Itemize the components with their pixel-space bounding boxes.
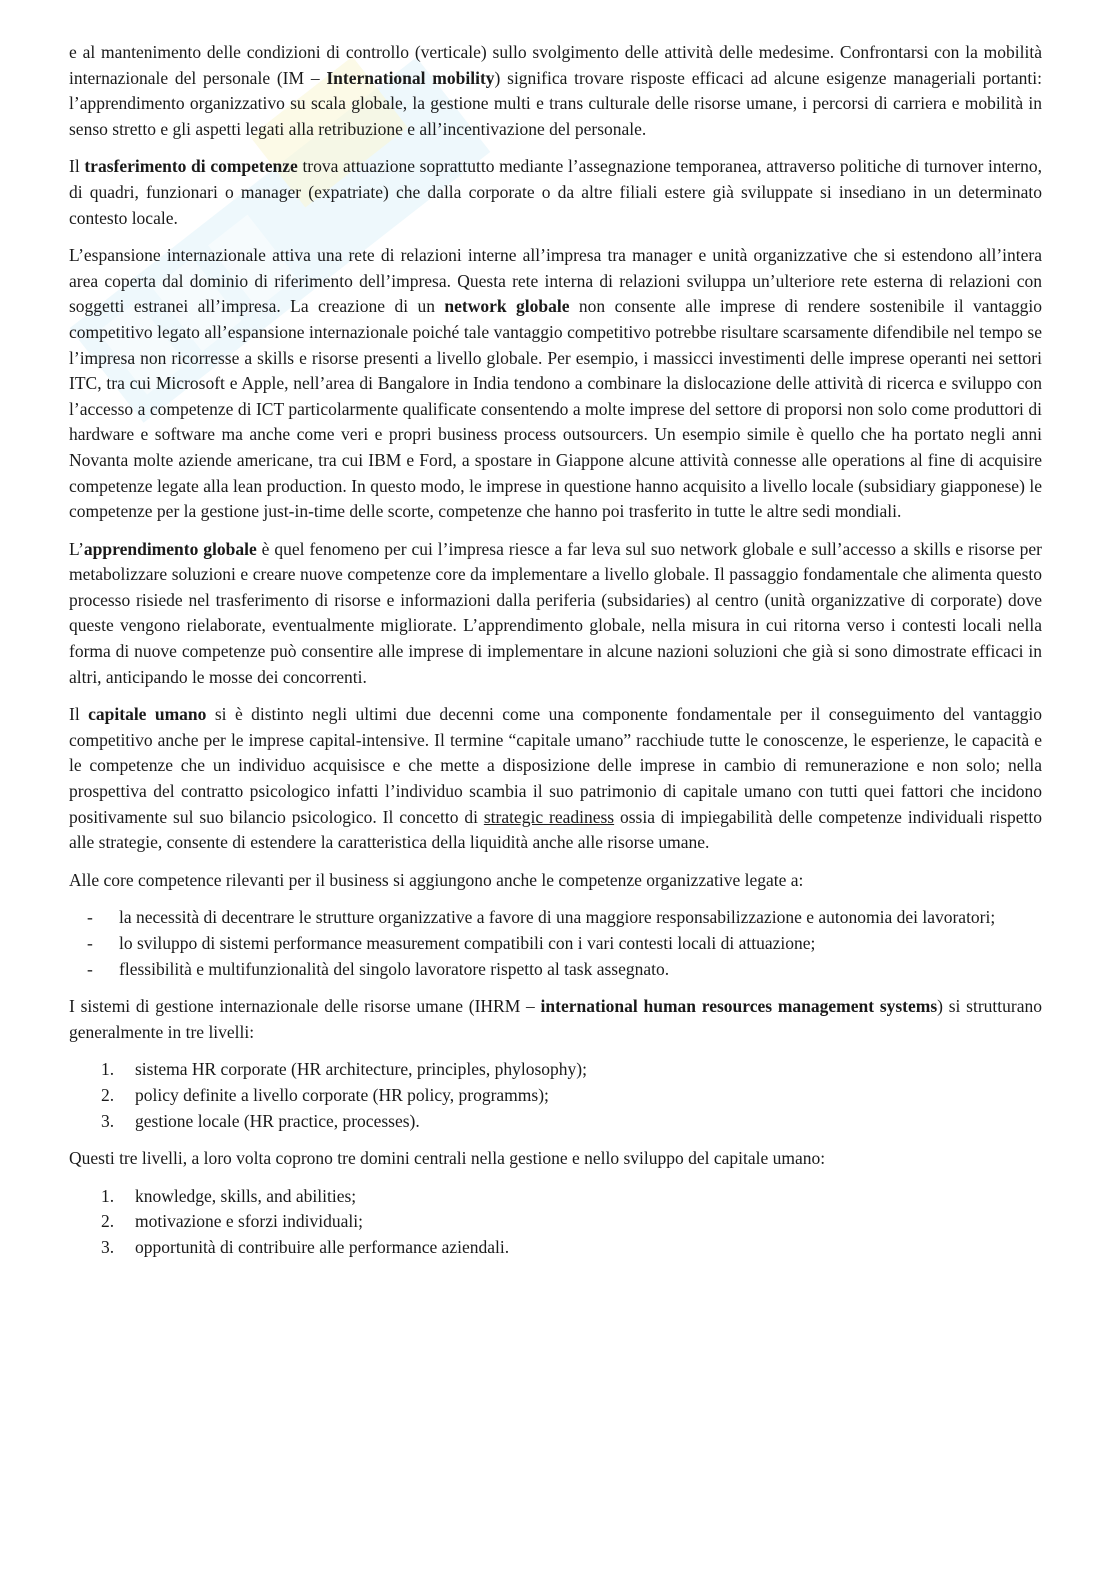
list-item (69, 1109, 1042, 1135)
list-number: 3. (101, 1110, 115, 1131)
document-page (69, 40, 1042, 1273)
text-run: I sistemi di gestione internazionale delle risorse umane (IHRM – (69, 996, 541, 1017)
list-text: policy definite a livello corporate (HR policy, programms); (135, 1084, 549, 1105)
paragraph-2 (69, 154, 1042, 231)
list-text: opportunità di contribuire alle performance aziendali. (135, 1236, 510, 1257)
text-run: ) significa trovare risposte efficaci ad alcune esigenze manageriali portanti: l’apprendimento organizzativo su scala globale, la gestione multi e trans culturale delle risorse umane, i percorsi di carriera e mobilità in senso stretto e gli aspetti legati alla retribuzione e all’incentivazione del personale. (69, 67, 1042, 139)
list-number: 2. (101, 1211, 115, 1232)
underlined-term: strategic readiness (483, 806, 615, 827)
list-text: sistema HR corporate (HR architecture, principles, phylosophy); (135, 1059, 587, 1080)
list-item (69, 1057, 1042, 1083)
list-item (69, 1235, 1042, 1261)
bold-term: network globale (444, 296, 570, 317)
text-run: si è distinto negli ultimi due decenni come una componente fondamentale per il conseguimento del vantaggio competitivo anche per le imprese capital-intensive. Il termine “capitale umano” racchiude tutte le conoscenze, le esperienze, le capacità e le competenze che un individuo acquisisce e che mette a disposizione delle imprese in cambio di remunerazione e non solo; nella prospettiva del contratto psicologico infatti l’individuo scambia il suo patrimonio di capitale umano con tutti quei fattori che incidono positivamente sul suo bilancio psicologico. Il concetto di (69, 704, 1042, 827)
list-item (69, 1209, 1042, 1235)
text-run: L’espansione internazionale attiva una rete di relazioni interne all’impresa tra manager e unità organizzative che si estendono all’intera area coperta dal dominio di riferimento dell’impresa. Questa rete interna di relazioni sviluppa un’ulteriore rete esterna di relazioni con soggetti estranei all’impresa. La creazione di un (69, 245, 1042, 317)
bold-term: capitale umano (88, 704, 207, 725)
list-text: knowledge, skills, and abilities; (135, 1185, 357, 1206)
text-run: ossia di impiegabilità delle competenze individuali rispetto alle strategie, consente di estendere la caratteristica della liquidità anche alle risorse umane. (69, 806, 1043, 853)
list-item: - lo sviluppo di sistemi performance measurement compatibili con i vari contesti locali di attuazione; (69, 931, 1042, 957)
text-run: non consente alle imprese di rendere sostenibile il vantaggio competitivo legato all’espansione internazionale poiché tale vantaggio competitivo potrebbe risultare scarsamente difendibile nel tempo se l’impresa non ricorresse a skills e risorse presenti a livello globale. Per esempio, i massicci investimenti delle imprese operanti nei settori ITC, tra cui Microsoft e Apple, nell’area di Bangalore in India tendono a combinare la dislocazione delle attività di ricerca e sviluppo con l’accesso a competenze di ICT particolarmente qualificate consentendo a molte imprese del settore di proporsi non solo come produttori di hardware e software ma anche come veri e propri business process outsourcers. Un esempio simile è quello che ha portato negli anni Novanta molte aziende americane, tra cui IBM e Ford, a spostare in Giappone alcune attività connesse alle operations al fine di acquisire competenze legate alla lean production. In questo modo, le imprese in questione hanno acquisito a livello locale (subsidiary giapponese) le competenze per la gestione just-in-time delle scorte, competenze che hanno poi trasferito in tutte le altre sedi mondiali. (69, 296, 1042, 522)
list-item: - la necessità di decentrare le strutture organizzative a favore di una maggiore responsabilizzazione e autonomia dei lavoratori; (69, 905, 1042, 931)
list-item (69, 1184, 1042, 1210)
list-number: 2. (101, 1084, 115, 1105)
list-number: 1. (101, 1185, 115, 1206)
text-run: trova attuazione soprattutto mediante l’assegnazione temporanea, attraverso politiche di turnover interno, di quadri, funzionari o manager (expatriate) che dalla corporate o da altre filiali estere già sviluppate si insediano in un determinato contesto locale. (69, 156, 1042, 228)
text-run: Il (69, 704, 89, 725)
paragraph-8: Questi tre livelli, a loro volta coprono tre domini centrali nella gestione e nello sviluppo del capitale umano: (69, 1148, 826, 1169)
text-run: L’ (69, 538, 84, 559)
list-text: motivazione e sforzi individuali; (135, 1211, 363, 1232)
list-item: - flessibilità e multifunzionalità del singolo lavoratore rispetto al task assegnato. (69, 957, 1042, 983)
text-run: e al mantenimento delle condizioni di controllo (verticale) sullo svolgimento delle attività delle medesime. Confrontarsi con la mobilità internazionale del personale (IM – (69, 42, 1042, 88)
text-run: Il (69, 156, 85, 177)
paragraph-3 (69, 243, 1042, 525)
numbered-list-domains (69, 1184, 1042, 1261)
paragraph-7 (69, 994, 1042, 1045)
numbered-list-hr-levels (69, 1057, 1042, 1134)
paragraph-1 (69, 40, 1042, 142)
bold-term: trasferimento di competenze (84, 156, 298, 177)
text-run: ) si strutturano generalmente in tre livelli: (69, 996, 1042, 1042)
dash-list (69, 905, 1042, 982)
list-number: 3. (101, 1236, 115, 1257)
text-run: è quel fenomeno per cui l’impresa riesce a far leva sul suo network globale e sull’accesso a skills e risorse per metabolizzare soluzioni e creare nuove competenze core da implementare a livello globale. Il passaggio fondamentale che alimenta questo processo risiede nel trasferimento di risorse e informazioni dalla periferia (subsidaries) al centro (unità organizzative di corporate) dove queste vengono rielaborate, eventualmente migliorate. L’apprendimento globale, nella misura in cui ritorna verso i contesti locali nella forma di nuove competenze può consentire alle imprese di implementare in alcune nazioni soluzioni che già si sono dimostrate efficaci in altri, anticipando le mosse dei concorrenti. (69, 538, 1043, 687)
paragraph-5 (69, 702, 1042, 856)
list-number: 1. (101, 1059, 115, 1080)
list-item (69, 1083, 1042, 1109)
list-text: gestione locale (HR practice, processes). (135, 1110, 420, 1131)
paragraph-4 (69, 537, 1042, 691)
bold-term: International mobility (326, 67, 495, 88)
paragraph-6: Alle core competence rilevanti per il business si aggiungono anche le competenze organizzative legate a: (69, 869, 804, 890)
bold-term: apprendimento globale (83, 538, 257, 559)
bold-term: international human resources management systems (540, 996, 938, 1017)
